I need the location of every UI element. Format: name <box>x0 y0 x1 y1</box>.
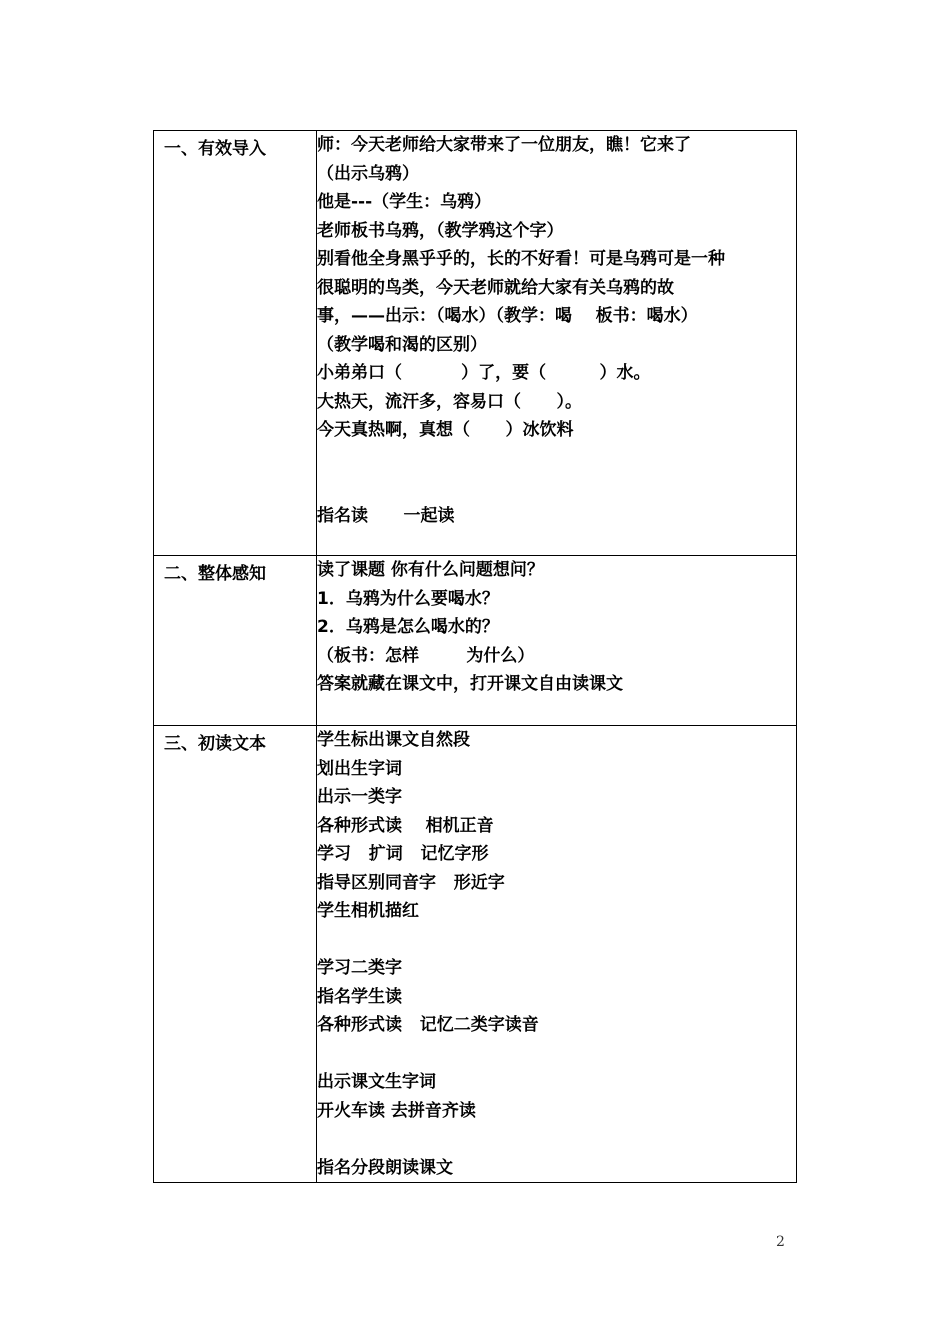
content-line: 老师板书乌鸦，（教学鸦这个字） <box>317 220 564 241</box>
content-cell <box>317 556 797 726</box>
content-line: （出示乌鸦） <box>317 163 419 184</box>
content-line: （教学喝和渴的区别） <box>317 334 487 355</box>
content-cell <box>317 131 797 556</box>
content-line: 指名学生读 <box>317 986 402 1007</box>
page-number: 2 <box>776 1234 785 1250</box>
step-label: 二、整体感知 <box>164 564 266 584</box>
content-line: 各种形式读 相机正音 <box>317 815 494 836</box>
content-line: 学习 扩词 记忆字形 <box>317 844 489 864</box>
content-line <box>317 1125 796 1154</box>
content-line: 出示课文生字词 <box>317 1072 436 1092</box>
step-cell <box>154 726 317 1183</box>
content-line: 很聪明的鸟类，今天老师就给大家有关乌鸦的故 <box>317 277 674 298</box>
content-line: 学习二类字 <box>317 958 402 978</box>
content-line: 事，——出示：（喝水）（教学：喝 板书：喝水） <box>317 306 698 326</box>
content-line: 读了课题 你有什么问题想问？ <box>317 560 544 580</box>
lesson-plan-table <box>153 130 797 1183</box>
content-line: 开火车读 去拼音齐读 <box>317 1100 476 1121</box>
content-line: 指名读 一起读 <box>317 505 455 526</box>
content-line: 出示一类字 <box>317 787 402 807</box>
step-cell <box>154 131 317 556</box>
content-line <box>317 445 796 474</box>
table-row <box>154 726 797 1183</box>
content-line: （板书：怎样 为什么） <box>317 645 535 666</box>
step-cell <box>154 556 317 726</box>
content-line <box>317 1040 796 1069</box>
content-line: 划出生字词 <box>317 758 402 779</box>
content-line: 指名分段朗读课文 <box>317 1157 453 1178</box>
content-line: 别看他全身黑乎乎的，长的不好看！可是乌鸦可是一种 <box>317 249 725 269</box>
content-line: 他是---（学生：乌鸦） <box>317 192 492 212</box>
step-label: 一、有效导入 <box>164 139 266 159</box>
table-row <box>154 556 797 726</box>
content-line: 2．乌鸦是怎么喝水的？ <box>317 617 499 637</box>
content-line: 各种形式读 记忆二类字读音 <box>317 1015 539 1035</box>
step-label: 三、初读文本 <box>164 734 266 754</box>
content-line: 答案就藏在课文中，打开课文自由读课文 <box>317 674 623 694</box>
content-cell <box>317 726 797 1183</box>
content-line <box>317 926 796 955</box>
content-line: 师：今天老师给大家带来了一位朋友，瞧！它来了 <box>317 135 691 155</box>
content-line: 学生相机描红 <box>317 901 419 921</box>
content-line <box>317 473 796 502</box>
table-row <box>154 131 797 556</box>
content-line: 大热天，流汗多，容易口（ ）。 <box>317 391 583 412</box>
content-line: 1．乌鸦为什么要喝水？ <box>317 588 499 609</box>
content-line: 学生标出课文自然段 <box>317 730 470 750</box>
content-line: 今天真热啊，真想（ ）冰饮料 <box>317 420 574 440</box>
content-line: 小弟弟口（ ）了，要（ ）水。 <box>317 363 651 383</box>
content-line: 指导区别同音字 形近字 <box>317 872 505 893</box>
